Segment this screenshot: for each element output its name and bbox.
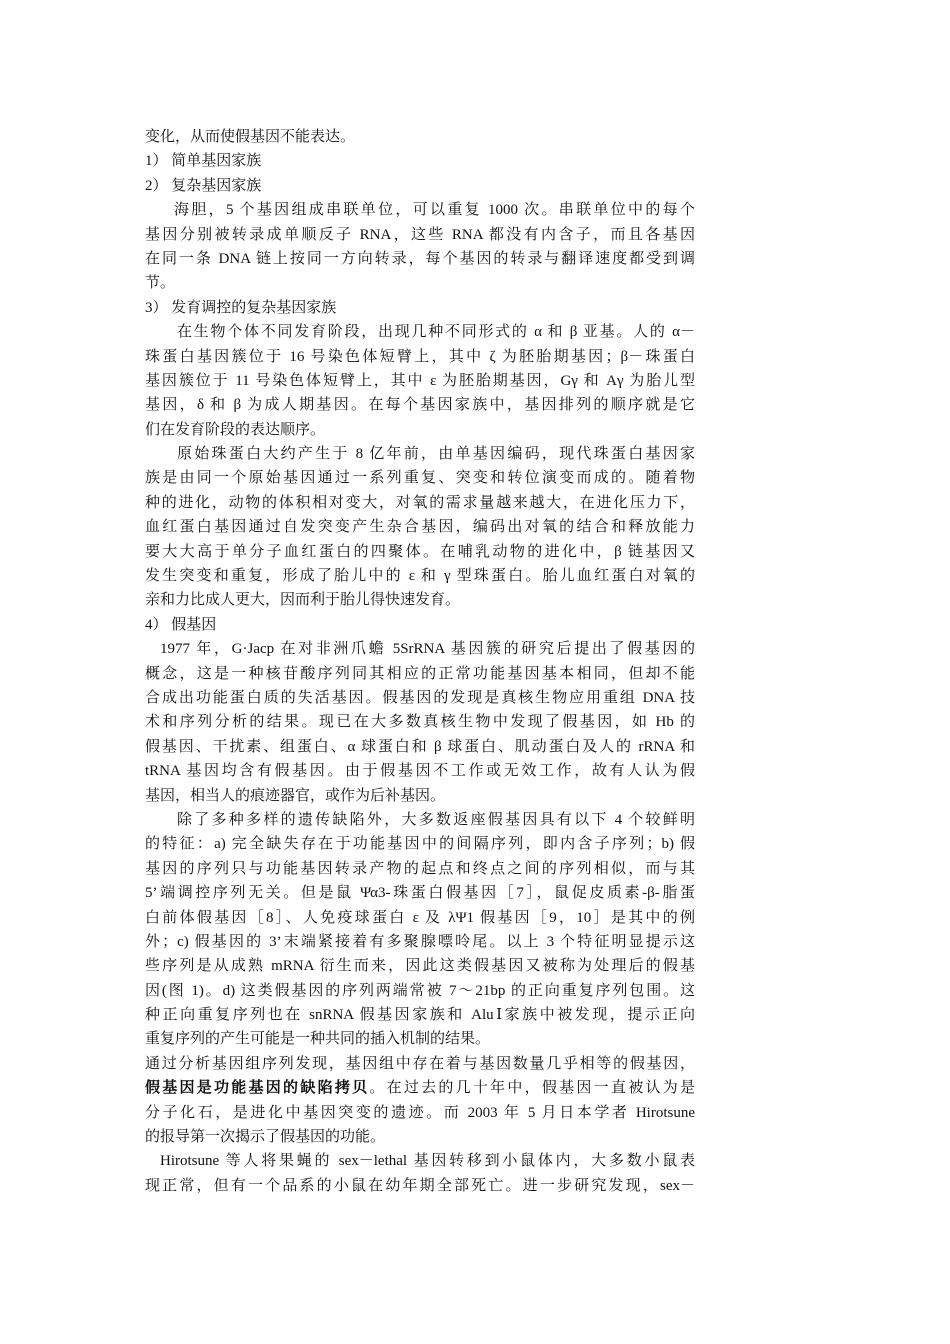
document-body: [145, 125, 695, 1198]
bold-phrase: 假基因是功能基因的缺陷拷贝: [145, 1080, 370, 1097]
text-line: 基因，δ 和 β 为成人期基因。在每个基因家族中，基因排列的顺序就是它: [145, 397, 695, 414]
text-line: 种的进化，动物的体积相对变大，对氧的需求量越来越大，在进化压力下，: [145, 494, 695, 511]
text-line: 现正常，但有一个品系的小鼠在幼年期全部死亡。进一步研究发现，sex－: [145, 1177, 695, 1194]
list-heading-complex-gene-family: 2） 复杂基因家族: [145, 177, 262, 194]
text-line: 的特征：a) 完全缺失存在于功能基因中的间隔序列，即内含子序列；b) 假: [145, 836, 695, 853]
text-line: 发生突变和重复，形成了胎儿中的 ε 和 γ 型珠蛋白。胎儿血红蛋白对氧的: [145, 568, 695, 585]
text-line: 基因分别被转录成单顺反子 RNA，这些 RNA 都没有内含子，而且各基因: [145, 226, 695, 243]
text-line: 基因簇位于 11 号染色体短臂上，其中 ε 为胚胎期基因，Gγ 和 Aγ 为胎儿型: [145, 372, 695, 389]
text-line: 重复序列的产生可能是一种共同的插入机制的结果。: [145, 1031, 491, 1048]
text-line-with-bold: [145, 1076, 695, 1100]
text-line: 海胆，5 个基因组成串联单位，可以重复 1000 次。串联单位中的每个: [174, 202, 695, 219]
text-line: 通过分析基因组序列发现，基因组中存在着与基因数量几乎相等的假基因，: [145, 1055, 695, 1072]
text-line: 5’端调控序列无关。但是鼠 Ψα3-珠蛋白假基因［7］，鼠促皮质素-β-脂蛋: [145, 885, 695, 902]
text-line: 因(图 1)。d) 这类假基因的序列两端常被 7～21bp 的正向重复序列包围。这: [145, 982, 695, 999]
text-line: 除了多种多样的遗传缺陷外，大多数返座假基因具有以下 4 个较鲜明: [177, 811, 695, 828]
text-line: 外；c) 假基因的 3’末端紧接着有多聚腺嘌呤尾。以上 3 个特征明显提示这: [145, 933, 695, 950]
text-line: 要大大高于单分子血红蛋白的四聚体。在哺乳动物的进化中，β 链基因又: [145, 543, 695, 560]
list-heading-pseudogene: 4） 假基因: [145, 616, 217, 633]
text-line: 血红蛋白基因通过自发突变产生杂合基因，编码出对氧的结合和释放能力: [145, 519, 695, 536]
text-line: 亲和力比成人更大，因而利于胎儿得快速发育。: [145, 592, 461, 609]
list-heading-developmental-gene-family: 3） 发育调控的复杂基因家族: [145, 299, 337, 316]
text-line: 原始珠蛋白大约产生于 8 亿年前，由单基因编码，现代珠蛋白基因家: [177, 446, 695, 463]
text-line: 节。: [145, 275, 176, 292]
text-line: 分子化石，是进化中基因突变的遗迹。而 2003 年 5 月日本学者 Hirotsune: [145, 1104, 695, 1121]
text-line: 族是由同一个原始基因通过一系列重复、突变和转位演变而成的。随着物: [145, 470, 695, 487]
text-line: 基因，相当人的痕迹器官，或作为后补基因。: [145, 787, 446, 804]
text-line: 基因的序列只与功能基因转录产物的起点和终点之间的序列相似，而与其: [145, 860, 695, 877]
text-line: 术和序列分析的结果。现已在大多数真核生物中发现了假基因，如 Hb 的: [145, 714, 695, 731]
text-line: 1977 年，G·Jacp 在对非洲爪蟾 5SrRNA 基因簇的研究后提出了假基因的: [160, 641, 695, 658]
text-line: 概念，这是一种核苷酸序列同其相应的正常功能基因基本相同，但却不能: [145, 665, 695, 682]
text-line: 们在发育阶段的表达顺序。: [145, 421, 326, 438]
list-heading-simple-gene-family: 1） 简单基因家族: [145, 153, 262, 170]
text-line: 在生物个体不同发育阶段，出现几种不同形式的 α 和 β 亚基。人的 α－: [177, 324, 695, 341]
text-line: 假基因、干扰素、组蛋白、α 球蛋白和 β 球蛋白、肌动蛋白及人的 rRNA 和: [145, 738, 695, 755]
text-line: 在同一条 DNA 链上按同一方向转录，每个基因的转录与翻译速度都受到调: [145, 250, 695, 267]
text-line: tRNA 基因均含有假基因。由于假基因不工作或无效工作，故有人认为假: [145, 763, 695, 780]
text-line: 珠蛋白基因簇位于 16 号染色体短臂上，其中 ζ 为胚胎期基因；β－珠蛋白: [145, 348, 695, 365]
text-run: 。在过去的几十年中，假基因一直被认为是: [369, 1080, 695, 1097]
text-line: Hirotsune 等人将果蝇的 sex－lethal 基因转移到小鼠体内，大多数小鼠表: [160, 1153, 695, 1170]
text-line: 些序列是从成熟 mRNA 衍生而来，因此这类假基因又被称为处理后的假基: [145, 958, 695, 975]
text-line: 合成出功能蛋白质的失活基因。假基因的发现是真核生物应用重组 DNA 技: [145, 689, 695, 706]
text-line: 种正向重复序列也在 snRNA 假基因家族和 AluⅠ家族中被发现，提示正向: [145, 1007, 695, 1024]
text-line: 白前体假基因［8］、人免疫球蛋白 ε 及 λΨ1 假基因［9，10］是其中的例: [145, 909, 695, 926]
text-line: 的报导第一次揭示了假基因的功能。: [145, 1129, 386, 1146]
text-line: 变化，从而使假基因不能表达。: [145, 129, 356, 145]
